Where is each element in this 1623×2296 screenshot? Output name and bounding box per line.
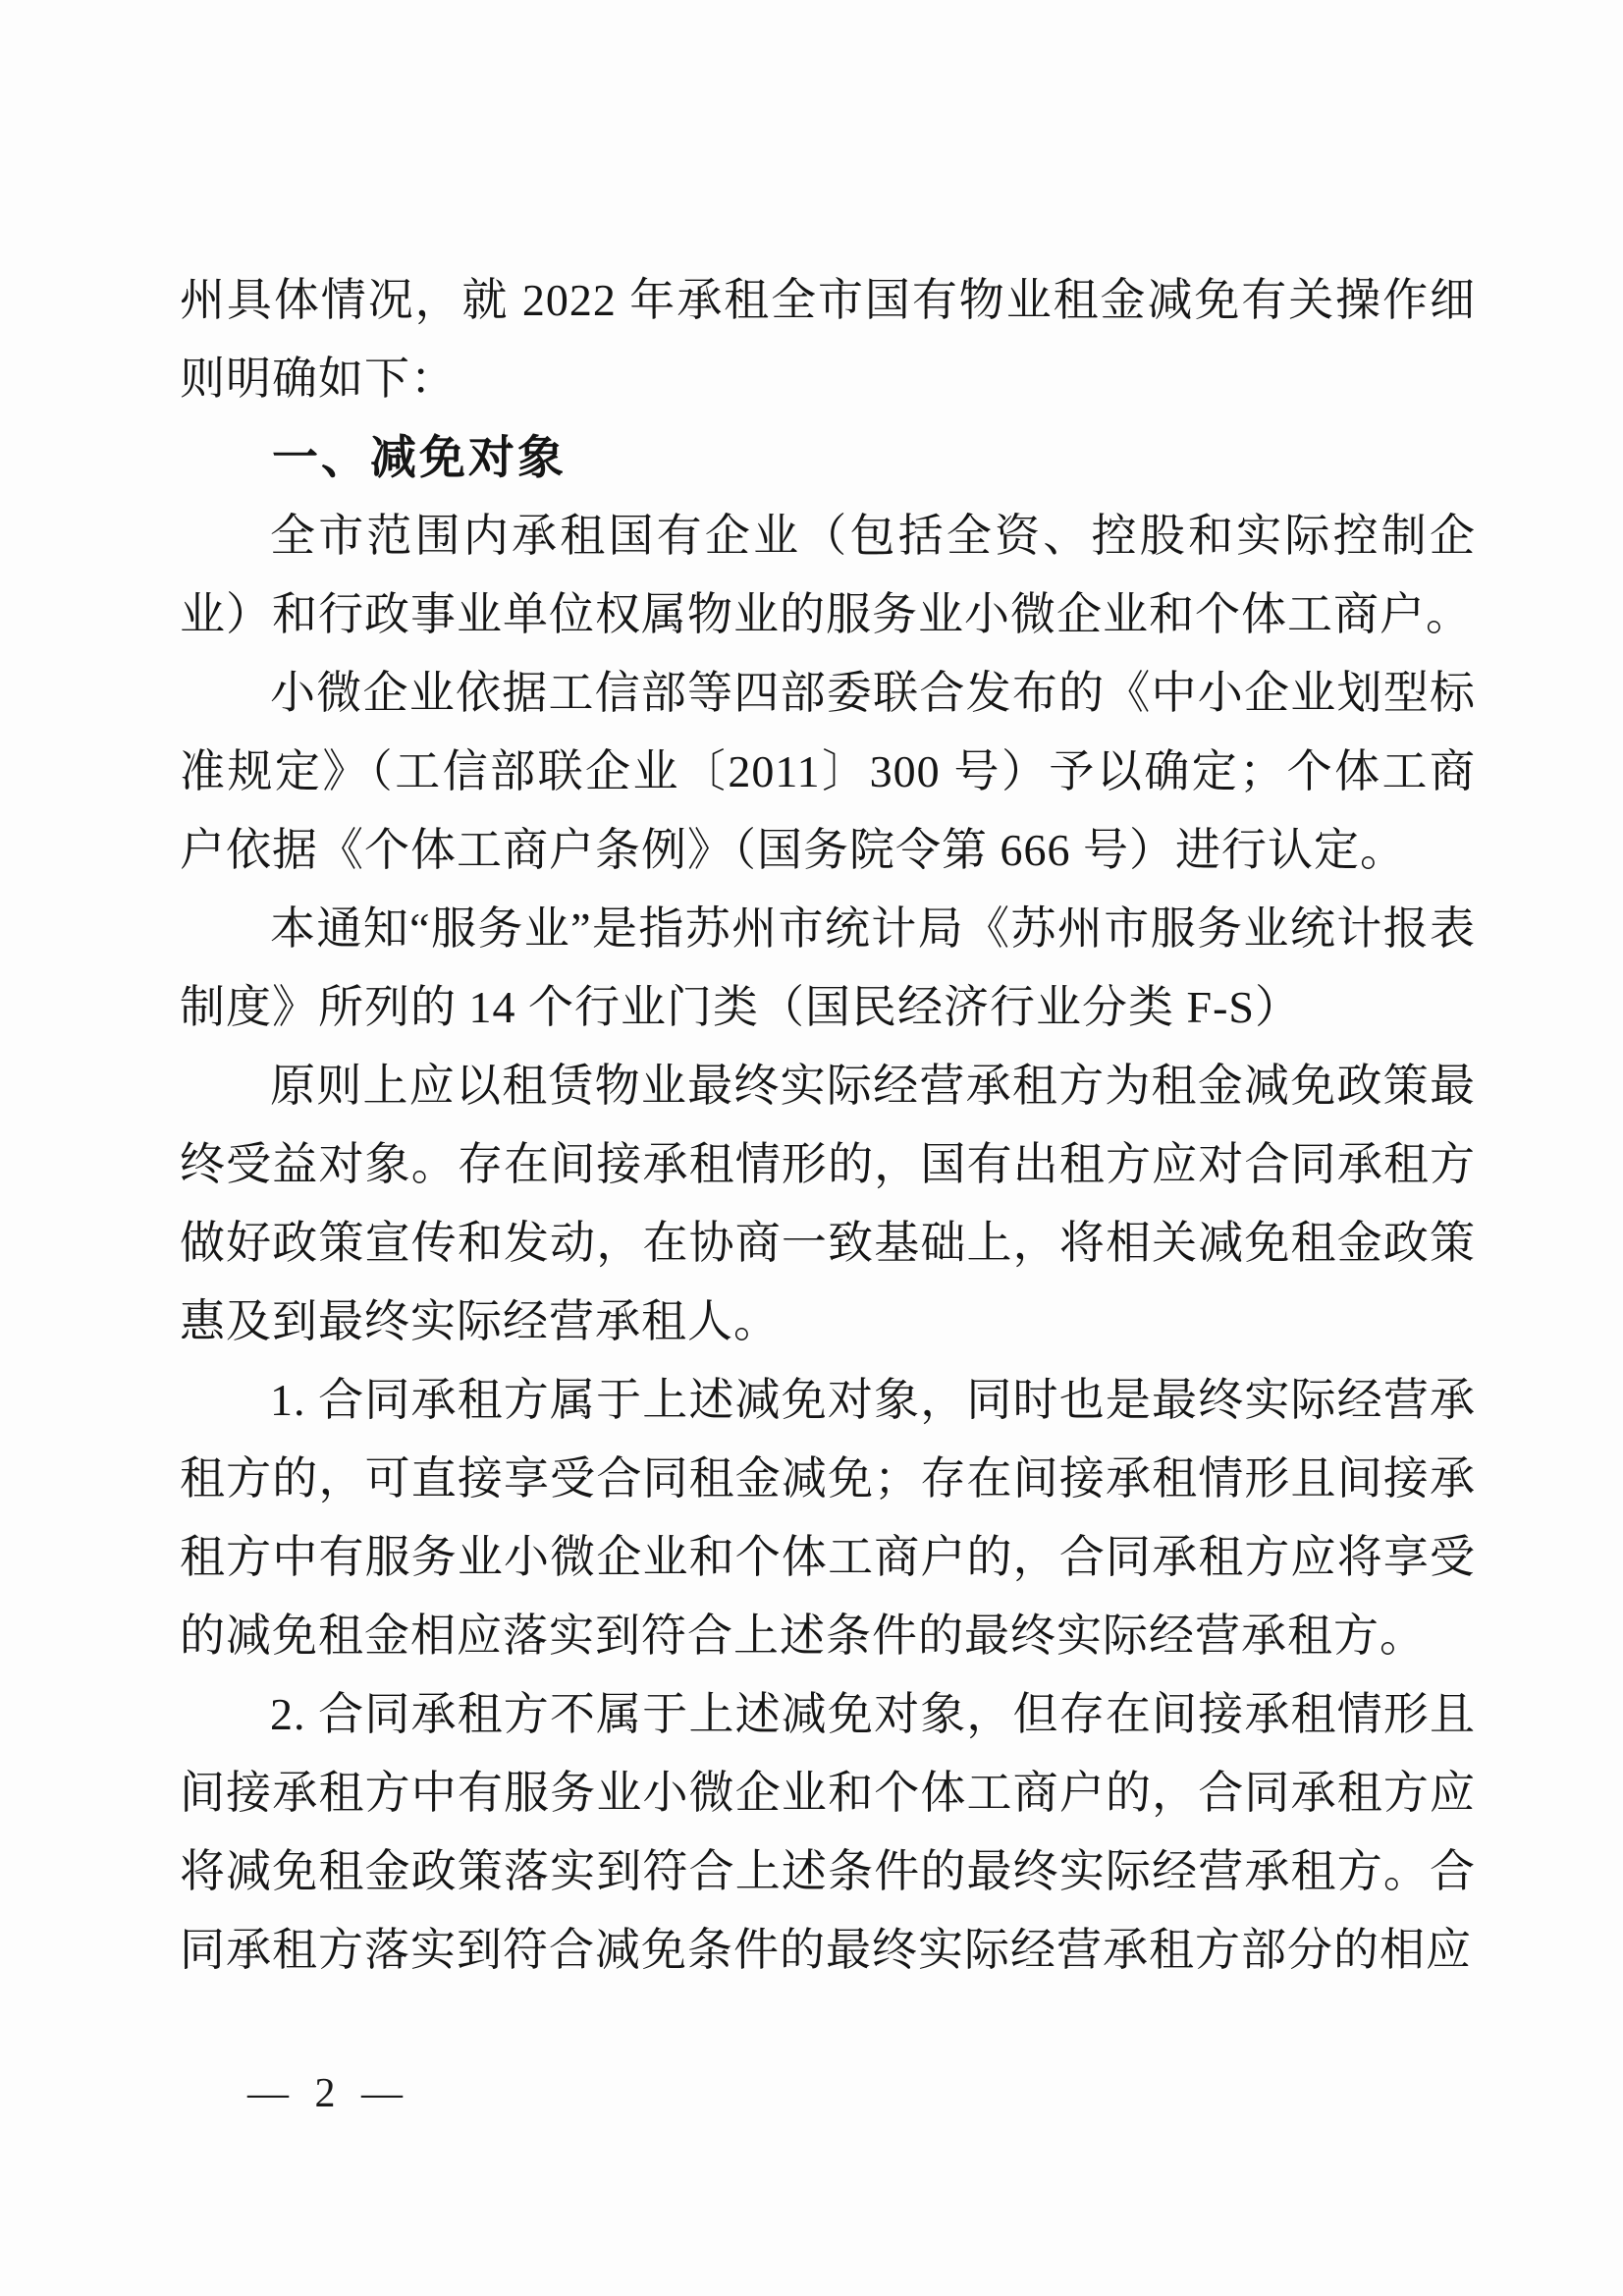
section-heading: 一、减免对象 — [272, 431, 567, 483]
paragraph-continuation: 州具体情况，就 2022 年承租全市国有物业租金减免有关操作细则明确如下： — [180, 275, 1476, 404]
document-body — [180, 261, 1476, 1990]
page-number: — 2 — — [247, 2071, 410, 2116]
paragraph-definition-smes: 小微企业依据工信部等四部委联合发布的《中小企业划型标准规定》（工信部联企业〔2011〕300 号）予以确定；个体工商户依据《个体工商户条例》（国务院令第 666 号）进行认定。 — [180, 668, 1476, 875]
paragraph-scope: 全市范围内承租国有企业（包括全资、控股和实际控制企业）和行政事业单位权属物业的服务业小微企业和个体工商户。 — [180, 511, 1476, 639]
paragraph-principle: 原则上应以租赁物业最终实际经营承租方为租金减免政策最终受益对象。存在间接承租情形的，国有出租方应对合同承租方做好政策宣传和发动，在协商一致基础上，将相关减免租金政策惠及到最终实际经营承租人。 — [180, 1061, 1476, 1346]
paragraph-item-1: 1. 合同承租方属于上述减免对象，同时也是最终实际经营承租方的，可直接享受合同租金减免；存在间接承租情形且间接承租方中有服务业小微企业和个体工商户的，合同承租方应将享受的减免租金相应落实到符合上述条件的最终实际经营承租方。 — [180, 1375, 1476, 1661]
paragraph-definition-service-industry: 本通知“服务业”是指苏州市统计局《苏州市服务业统计报表制度》所列的 14 个行业门类（国民经济行业分类 F-S） — [180, 903, 1476, 1032]
paragraph-item-2: 2. 合同承租方不属于上述减免对象，但存在间接承租情形且间接承租方中有服务业小微企业和个体工商户的，合同承租方应将减免租金政策落实到符合上述条件的最终实际经营承租方。合同承租方落实到符合减免条件的最终实际经营承租方部分的相应 — [180, 1689, 1476, 1975]
